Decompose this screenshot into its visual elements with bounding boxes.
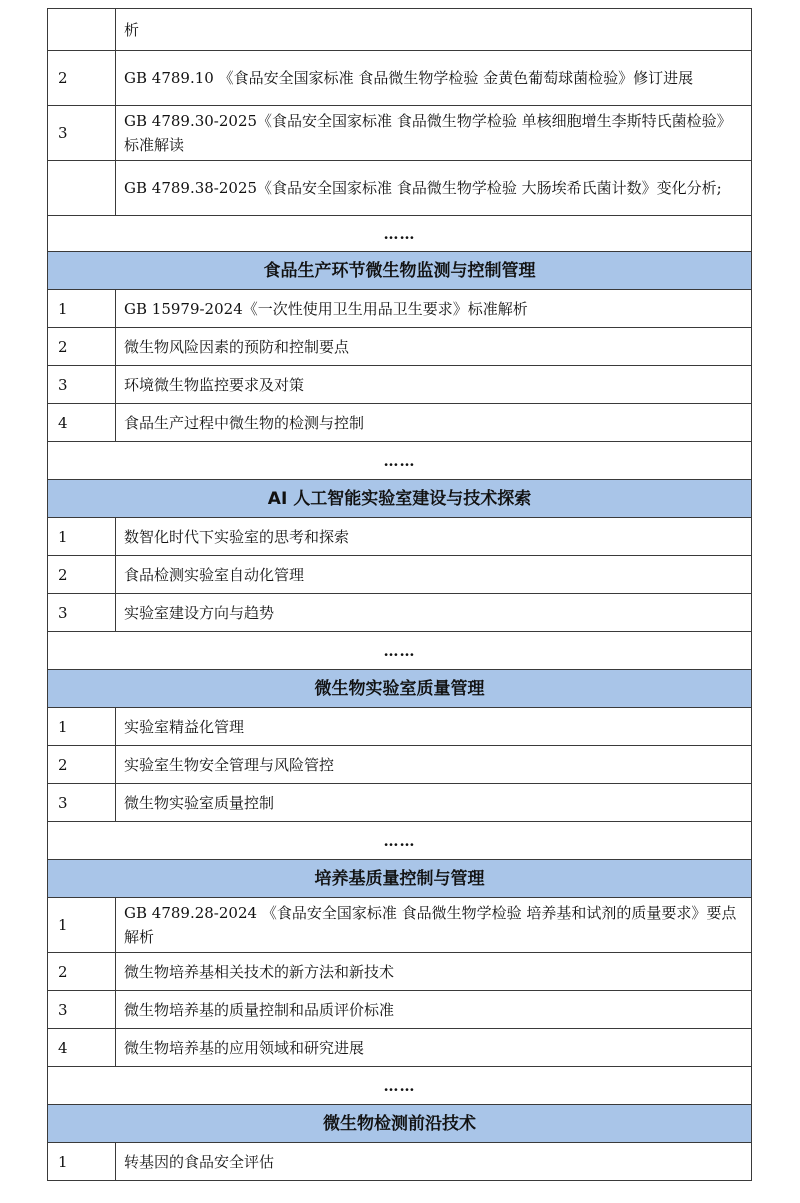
table-row (48, 1029, 752, 1067)
section-title: 微生物检测前沿技术 (48, 1105, 752, 1143)
table-row (48, 991, 752, 1029)
row-number: 3 (48, 106, 116, 161)
row-topic: GB 4789.38-2025《食品安全国家标准 食品微生物学检验 大肠埃希氏菌计数》变化分析; (116, 161, 752, 216)
section-header-row (48, 860, 752, 898)
row-topic: 微生物实验室质量控制 (116, 784, 752, 822)
row-topic: 数智化时代下实验室的思考和探索 (116, 518, 752, 556)
ellipsis-cell: …… (48, 1067, 752, 1105)
ellipsis-cell: …… (48, 216, 752, 252)
row-number: 1 (48, 898, 116, 953)
table-row (48, 366, 752, 404)
row-topic: 食品生产过程中微生物的检测与控制 (116, 404, 752, 442)
table-row (48, 106, 752, 161)
row-number: 1 (48, 290, 116, 328)
table-row (48, 556, 752, 594)
section-title: AI 人工智能实验室建设与技术探索 (48, 480, 752, 518)
table-row (48, 746, 752, 784)
section-header-row (48, 480, 752, 518)
agenda-table (47, 8, 752, 1181)
section-title: 食品生产环节微生物监测与控制管理 (48, 252, 752, 290)
row-number: 3 (48, 991, 116, 1029)
table-row (48, 953, 752, 991)
ellipsis-cell: …… (48, 632, 752, 670)
section-header-row (48, 670, 752, 708)
row-topic: 析 (116, 9, 752, 51)
row-number: 2 (48, 746, 116, 784)
row-topic: GB 15979-2024《一次性使用卫生用品卫生要求》标准解析 (116, 290, 752, 328)
ellipsis-row (48, 216, 752, 252)
table-row (48, 518, 752, 556)
table-row (48, 784, 752, 822)
row-topic: GB 4789.30-2025《食品安全国家标准 食品微生物学检验 单核细胞增生李斯特氏菌检验》标准解读 (116, 106, 752, 161)
ellipsis-cell: …… (48, 822, 752, 860)
row-topic: GB 4789.28-2024 《食品安全国家标准 食品微生物学检验 培养基和试剂的质量要求》要点解析 (116, 898, 752, 953)
row-topic: 微生物培养基的应用领域和研究进展 (116, 1029, 752, 1067)
section-header-row (48, 1105, 752, 1143)
row-number: 2 (48, 953, 116, 991)
row-topic: 实验室建设方向与趋势 (116, 594, 752, 632)
row-topic: 食品检测实验室自动化管理 (116, 556, 752, 594)
ellipsis-row (48, 442, 752, 480)
row-number: 1 (48, 708, 116, 746)
agenda-table-body (48, 9, 752, 1181)
table-row (48, 1143, 752, 1181)
row-number: 2 (48, 51, 116, 106)
row-topic: 微生物培养基相关技术的新方法和新技术 (116, 953, 752, 991)
section-title: 微生物实验室质量管理 (48, 670, 752, 708)
table-row (48, 9, 752, 51)
table-row (48, 161, 752, 216)
ellipsis-row (48, 822, 752, 860)
ellipsis-cell: …… (48, 442, 752, 480)
row-number (48, 161, 116, 216)
ellipsis-row (48, 632, 752, 670)
row-number: 3 (48, 366, 116, 404)
row-topic: GB 4789.10 《食品安全国家标准 食品微生物学检验 金黄色葡萄球菌检验》修订进展 (116, 51, 752, 106)
row-topic: 实验室精益化管理 (116, 708, 752, 746)
row-number: 3 (48, 594, 116, 632)
row-number: 4 (48, 404, 116, 442)
row-topic: 微生物培养基的质量控制和品质评价标准 (116, 991, 752, 1029)
table-row (48, 290, 752, 328)
row-topic: 转基因的食品安全评估 (116, 1143, 752, 1181)
row-number: 2 (48, 328, 116, 366)
table-row (48, 898, 752, 953)
ellipsis-row (48, 1067, 752, 1105)
table-row (48, 708, 752, 746)
table-row (48, 404, 752, 442)
row-topic: 实验室生物安全管理与风险管控 (116, 746, 752, 784)
table-row (48, 594, 752, 632)
section-header-row (48, 252, 752, 290)
row-number: 2 (48, 556, 116, 594)
row-number: 1 (48, 1143, 116, 1181)
table-row (48, 328, 752, 366)
section-title: 培养基质量控制与管理 (48, 860, 752, 898)
row-number: 4 (48, 1029, 116, 1067)
row-topic: 微生物风险因素的预防和控制要点 (116, 328, 752, 366)
row-number (48, 9, 116, 51)
table-row (48, 51, 752, 106)
row-number: 3 (48, 784, 116, 822)
row-topic: 环境微生物监控要求及对策 (116, 366, 752, 404)
row-number: 1 (48, 518, 116, 556)
